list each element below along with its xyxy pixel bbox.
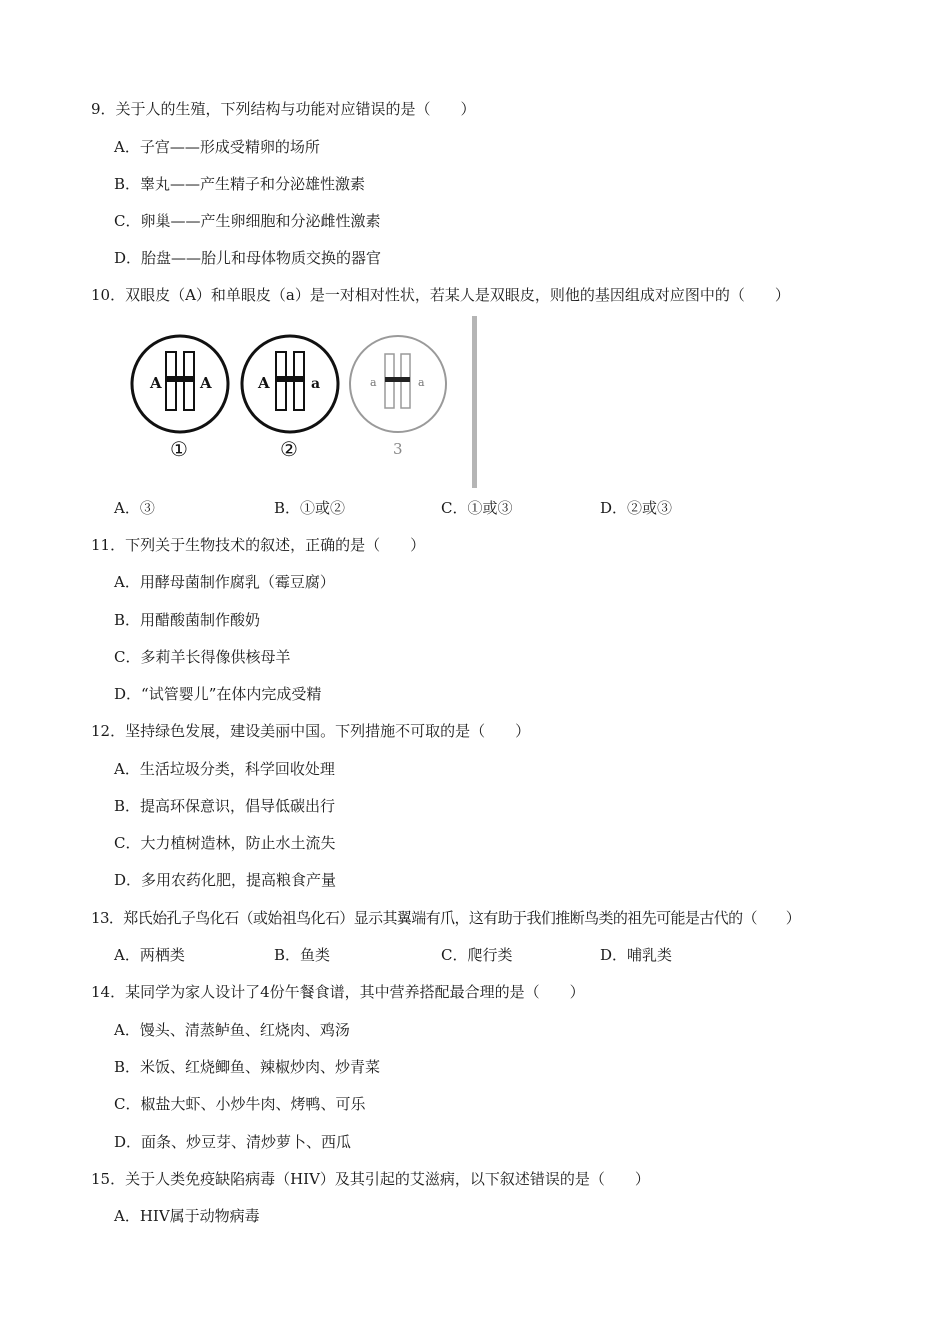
figure-label-2: ② — [280, 437, 298, 461]
question-9-option-c: C．卵巢——产生卵细胞和分泌雌性激素 — [114, 212, 381, 230]
chromosome-figure — [128, 312, 488, 492]
question-11-option-c: C．多莉羊长得像供核母羊 — [114, 648, 291, 666]
question-13-stem: 13．郑氏始孔子鸟化石（或始祖鸟化石）显示其翼端有爪，这有助于我们推断鸟类的祖先可能是古代的（ ） — [91, 909, 801, 927]
question-12-option-c: C．大力植树造林，防止水土流失 — [114, 834, 336, 852]
figure-label-1: ① — [170, 437, 188, 461]
question-11-option-a: A．用酵母菌制作腐乳（霉豆腐） — [114, 573, 335, 591]
chromosome-circle-2 — [242, 336, 338, 461]
allele-label: a — [370, 376, 377, 389]
question-14-option-c: C．椒盐大虾、小炒牛肉、烤鸭、可乐 — [114, 1095, 366, 1113]
question-12-option-d: D．多用农药化肥，提高粮食产量 — [114, 871, 337, 889]
allele-label: a — [311, 376, 321, 392]
allele-label: A — [150, 374, 162, 392]
question-10-option-c: C．①或③ — [441, 499, 513, 517]
question-10-option-d: D．②或③ — [600, 499, 673, 517]
allele-label: A — [258, 374, 270, 392]
question-12-stem: 12．坚持绿色发展，建设美丽中国。下列措施不可取的是（ ） — [91, 722, 531, 740]
question-11-option-d: D．“试管婴儿”在体内完成受精 — [114, 685, 322, 703]
question-13-option-d: D．哺乳类 — [600, 946, 673, 964]
question-13-option-a: A．两栖类 — [114, 946, 185, 964]
question-14-stem: 14．某同学为家人设计了4份午餐食谱，其中营养搭配最合理的是（ ） — [91, 983, 585, 1001]
allele-label: a — [418, 376, 425, 389]
question-9-option-a: A．子宫——形成受精卵的场所 — [114, 138, 320, 156]
question-15-stem: 15．关于人类免疫缺陷病毒（HIV）及其引起的艾滋病，以下叙述错误的是（ ） — [91, 1170, 650, 1188]
question-14-option-d: D．面条、炒豆芽、清炒萝卜、西瓜 — [114, 1133, 352, 1151]
question-10-stem: 10．双眼皮（A）和单眼皮（a）是一对相对性状，若某人是双眼皮，则他的基因组成对应图中的（ ） — [91, 286, 790, 304]
question-11-option-b: B．用醋酸菌制作酸奶 — [114, 611, 261, 629]
question-13-option-c: C．爬行类 — [441, 946, 513, 964]
question-11-stem: 11．下列关于生物技术的叙述，正确的是（ ） — [91, 536, 426, 554]
question-12-option-a: A．生活垃圾分类，科学回收处理 — [114, 760, 335, 778]
question-10-option-a: A．③ — [114, 499, 155, 517]
question-12-option-b: B．提高环保意识，倡导低碳出行 — [114, 797, 336, 815]
chromosome-circle-3 — [350, 336, 446, 458]
allele-label: A — [200, 374, 212, 392]
question-13-option-b: B．鱼类 — [274, 946, 331, 964]
question-9-option-b: B．睾丸——产生精子和分泌雄性激素 — [114, 175, 366, 193]
question-9-option-d: D．胎盘——胎儿和母体物质交换的器官 — [114, 249, 382, 267]
figure-label-3: 3 — [393, 440, 403, 458]
question-9-stem: 9．关于人的生殖，下列结构与功能对应错误的是（ ） — [91, 100, 476, 118]
question-15-option-a: A．HIV属于动物病毒 — [114, 1207, 260, 1225]
chromosome-circle-1 — [132, 336, 228, 461]
question-14-option-b: B．米饭、红烧鲫鱼、辣椒炒肉、炒青菜 — [114, 1058, 381, 1076]
question-10-option-b: B．①或② — [274, 499, 346, 517]
question-14-option-a: A．馒头、清蒸鲈鱼、红烧肉、鸡汤 — [114, 1021, 350, 1039]
figure-separator-bar — [472, 316, 477, 488]
